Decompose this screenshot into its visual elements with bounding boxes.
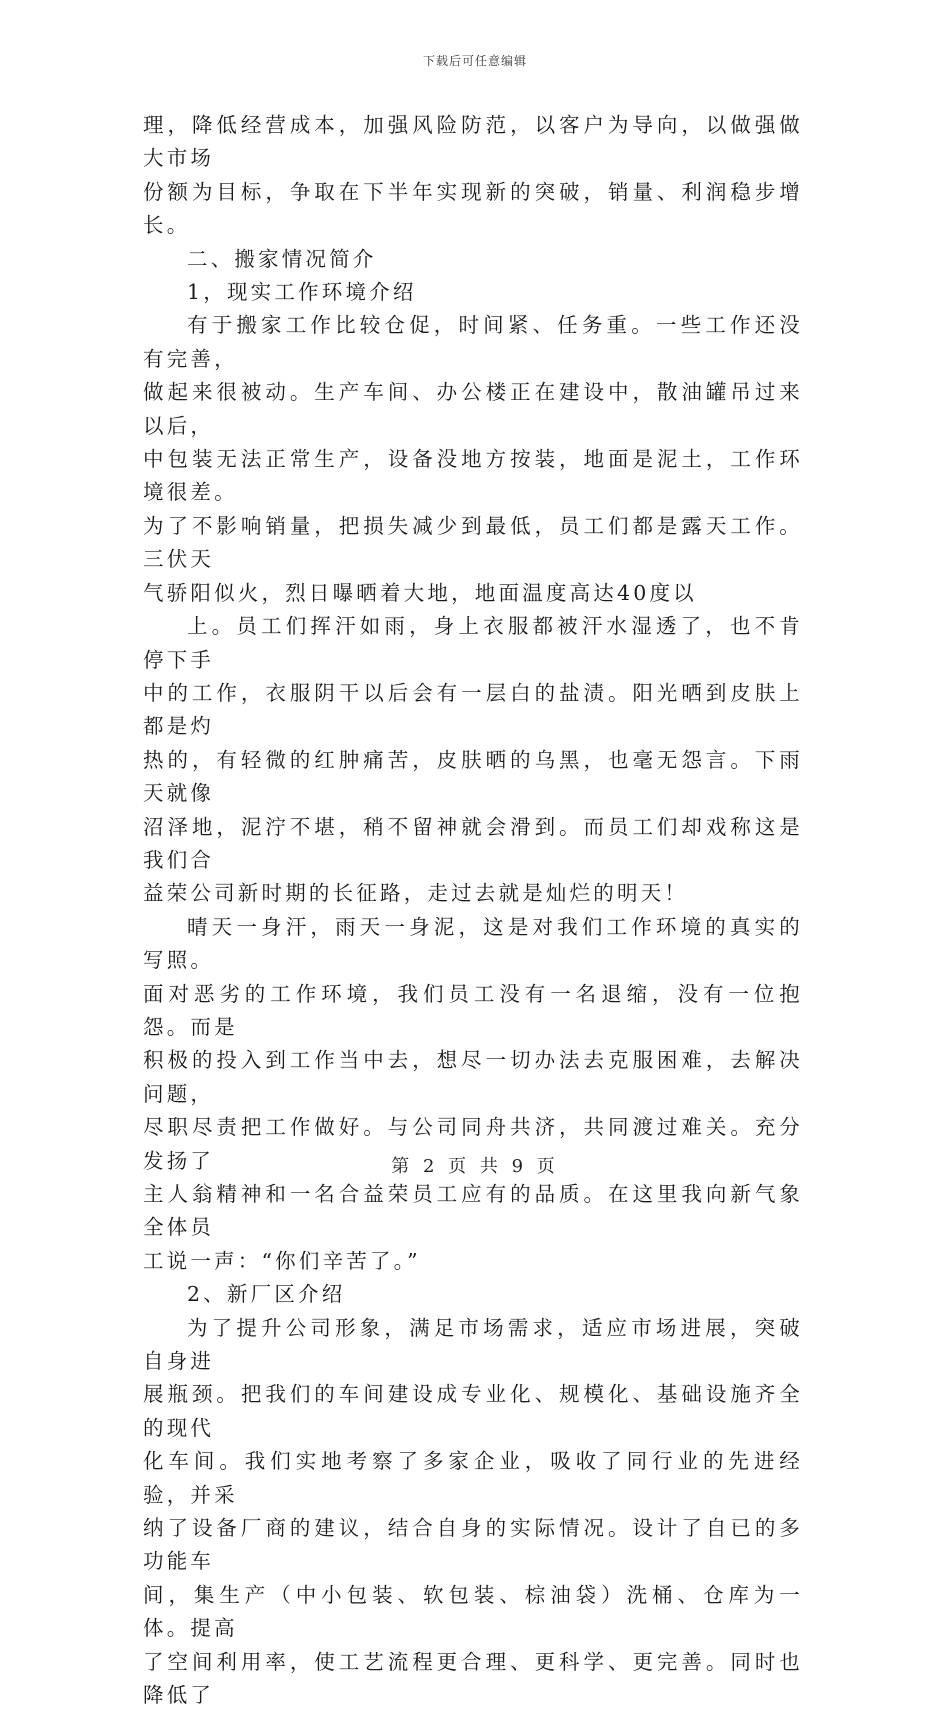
text-line: 展瓶颈。把我们的车间建设成专业化、规模化、基础设施齐全的现代: [143, 1382, 803, 1440]
text-line: 沼泽地，泥泞不堪，稍不留神就会滑到。而员工们却戏称这是我们合: [143, 814, 803, 872]
text-line: 1，现实工作环境介绍: [187, 280, 417, 305]
page-header: 下载后可任意编辑: [422, 54, 527, 68]
text-line: 中的工作，衣服阴干以后会有一层白的盐渍。阳光晒到皮肤上都是灼: [143, 680, 803, 739]
text-line: 2、新厂区介绍: [187, 1282, 346, 1307]
text-line: 化车间。我们实地考察了多家企业，吸收了同行业的先进经验，并采: [143, 1449, 803, 1507]
text-line: 理，降低经营成本，加强风险防范，以客户为导向，以做强做大市场: [143, 113, 803, 171]
text-line: 中包装无法正常生产，设备没地方按装，地面是泥土，工作环境很差。: [143, 447, 803, 505]
text-line: 主人翁精神和一名合益荣员工应有的品质。在这里我向新气象全体员: [143, 1182, 803, 1240]
text-line: 晴天一身汗，雨天一身泥，这是对我们工作环境的真实的写照。: [143, 914, 803, 973]
page-footer: 第 2 页 共 9 页: [391, 1156, 559, 1177]
text-line: 工说一声：“你们辛苦了。”: [143, 1248, 421, 1273]
document-body: [143, 109, 803, 1713]
text-line: 益荣公司新时期的长征路，走过去就是灿烂的明天！: [143, 881, 689, 906]
text-line: 尽职尽责把工作做好。与公司同舟共济，共同渡过难关。充分发扬了: [143, 1115, 803, 1173]
text-line: 有于搬家工作比较仓促，时间紧、任务重。一些工作还没有完善，: [143, 313, 803, 371]
text-line: 为了不影响销量，把损失减少到最低，员工们都是露天工作。三伏天: [143, 513, 803, 572]
text-line: 为了提升公司形象，满足市场需求，适应市场进展，突破自身进: [143, 1315, 803, 1374]
text-line: 上。员工们挥汗如雨，身上衣服都被汗水湿透了，也不肯停下手: [143, 614, 803, 672]
text-line: 了空间利用率，使工艺流程更合理、更科学、更完善。同时也降低了: [143, 1649, 803, 1708]
text-line: 积极的投入到工作当中去，想尽一切办法去克服困难，去解决问题，: [143, 1048, 803, 1106]
text-line: 份额为目标，争取在下半年实现新的突破，销量、利润稳步增长。: [143, 179, 803, 238]
text-line: 纳了设备厂商的建议，结合自身的实际情况。设计了自已的多功能车: [143, 1516, 803, 1574]
text-line: 气骄阳似火，烈日曝晒着大地，地面温度高达40度以: [143, 580, 697, 605]
text-line: 做起来很被动。生产车间、办公楼正在建设中，散油罐吊过来以后，: [143, 380, 803, 438]
text-line: 间，集生产（中小包装、软包装、棕油袋）洗桶、仓库为一体。提高: [143, 1582, 803, 1641]
text-line: 二、搬家情况简介: [187, 246, 377, 271]
text-line: 热的，有轻微的红肿痛苦，皮肤晒的乌黑，也毫无怨言。下雨天就像: [143, 747, 803, 806]
text-line: 面对恶劣的工作环境，我们员工没有一名退缩，没有一位抱怨。而是: [143, 981, 803, 1039]
